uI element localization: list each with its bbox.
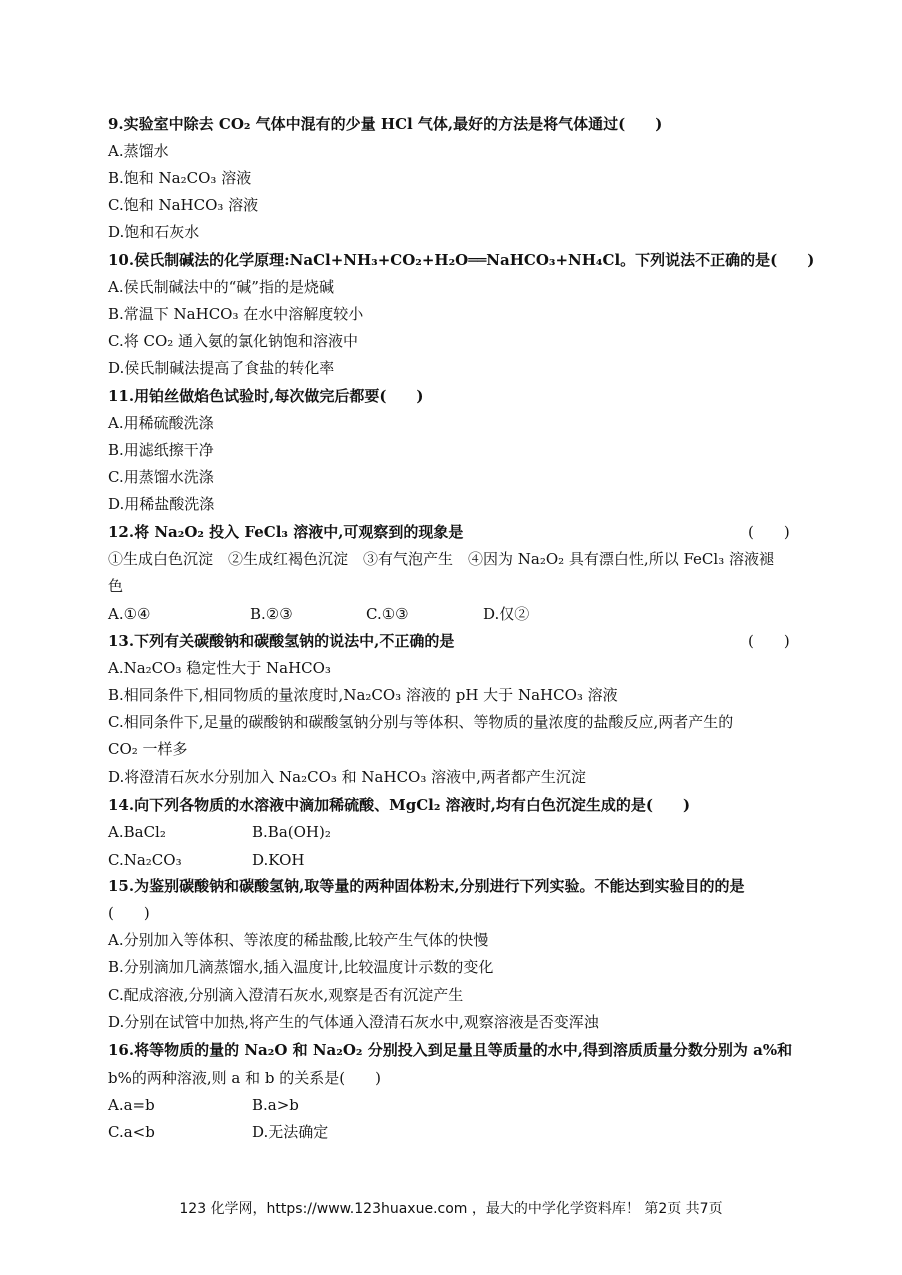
q12-option-b: B.②③ — [250, 605, 293, 623]
q15-answer-paren: ( ) — [108, 904, 150, 922]
q10-option-d: D.侯氏制碱法提高了食盐的转化率 — [108, 359, 335, 377]
q11-option-b: B.用滤纸擦干净 — [108, 441, 214, 459]
q13-option-b: B.相同条件下,相同物质的量浓度时,Na₂CO₃ 溶液的 pH 大于 NaHCO₃ 溶液 — [108, 686, 618, 704]
q15-stem: 15.为鉴别碳酸钠和碳酸氢钠,取等量的两种固体粉末,分别进行下列实验。不能达到实验目的的是 — [108, 877, 745, 895]
q14-option-b: B.Ba(OH)₂ — [252, 823, 331, 841]
q13-answer-paren: ( ) — [748, 632, 790, 650]
q16-option-c: C.a<b — [108, 1123, 155, 1141]
q14-stem: 14.向下列各物质的水溶液中滴加稀硫酸、MgCl₂ 溶液时,均有白色沉淀生成的是( ) — [108, 796, 691, 814]
q9-option-a: A.蒸馏水 — [108, 142, 169, 160]
q11-stem: 11.用铂丝做焰色试验时,每次做完后都要( ) — [108, 387, 424, 405]
q16-stem-line1: 16.将等物质的量的 Na₂O 和 Na₂O₂ 分别投入到足量且等质量的水中,得到溶质质量分数分别为 a%和 — [108, 1041, 793, 1059]
q9-stem: 9.实验室中除去 CO₂ 气体中混有的少量 HCl 气体,最好的方法是将气体通过( ) — [108, 115, 663, 133]
q10-option-b: B.常温下 NaHCO₃ 在水中溶解度较小 — [108, 305, 364, 323]
q12-stem: 12.将 Na₂O₂ 投入 FeCl₃ 溶液中,可观察到的现象是 — [108, 523, 464, 541]
q10-stem: 10.侯氏制碱法的化学原理:NaCl+NH₃+CO₂+H₂O══NaHCO₃+NH₄Cl。下列说法不正确的是( ) — [108, 251, 815, 269]
q12-answer-paren: ( ) — [748, 523, 790, 541]
q12-option-d: D.仅② — [483, 605, 530, 623]
q10-option-a: A.侯氏制碱法中的“碱”指的是烧碱 — [108, 278, 334, 296]
q13-option-c-line1: C.相同条件下,足量的碳酸钠和碳酸氢钠分别与等体积、等物质的量浓度的盐酸反应,两者产生的 — [108, 713, 734, 731]
q16-option-d: D.无法确定 — [252, 1123, 329, 1141]
q12-option-a: A.①④ — [108, 605, 151, 623]
q10-option-c: C.将 CO₂ 通入氨的氯化钠饱和溶液中 — [108, 332, 359, 350]
q15-option-a: A.分别加入等体积、等浓度的稀盐酸,比较产生气体的快慢 — [108, 931, 489, 949]
q14-option-c: C.Na₂CO₃ — [108, 851, 182, 869]
q11-option-d: D.用稀盐酸洗涤 — [108, 495, 215, 513]
q12-items-line1: ①生成白色沉淀 ②生成红褐色沉淀 ③有气泡产生 ④因为 Na₂O₂ 具有漂白性,所以 FeCl₃ 溶液褪 — [108, 550, 774, 568]
q15-option-d: D.分别在试管中加热,将产生的气体通入澄清石灰水中,观察溶液是否变浑浊 — [108, 1013, 599, 1031]
q12-items-line2: 色 — [108, 577, 124, 595]
q16-option-a: A.a=b — [108, 1096, 155, 1114]
q11-option-a: A.用稀硫酸洗涤 — [108, 414, 214, 432]
q13-option-a: A.Na₂CO₃ 稳定性大于 NaHCO₃ — [108, 659, 331, 677]
q13-option-d: D.将澄清石灰水分别加入 Na₂CO₃ 和 NaHCO₃ 溶液中,两者都产生沉淀 — [108, 768, 586, 786]
q12-option-c: C.①③ — [366, 605, 409, 623]
q9-option-b: B.饱和 Na₂CO₃ 溶液 — [108, 169, 252, 187]
q11-option-c: C.用蒸馏水洗涤 — [108, 468, 214, 486]
q14-option-d: D.KOH — [252, 851, 305, 869]
q14-option-a: A.BaCl₂ — [108, 823, 166, 841]
q13-stem: 13.下列有关碳酸钠和碳酸氢钠的说法中,不正确的是 — [108, 632, 455, 650]
q15-option-c: C.配成溶液,分别滴入澄清石灰水,观察是否有沉淀产生 — [108, 986, 464, 1004]
q16-stem-line2: b%的两种溶液,则 a 和 b 的关系是( ) — [108, 1069, 381, 1087]
q16-option-b: B.a>b — [252, 1096, 299, 1114]
q9-option-c: C.饱和 NaHCO₃ 溶液 — [108, 196, 259, 214]
q9-option-d: D.饱和石灰水 — [108, 223, 200, 241]
q15-option-b: B.分别滴加几滴蒸馏水,插入温度计,比较温度计示数的变化 — [108, 958, 494, 976]
page-footer: 123 化学网，https://www.123huaxue.com ，最大的中学化学资料库！ 第2页 共7页 — [179, 1201, 723, 1217]
q13-option-c-line2: CO₂ 一样多 — [108, 740, 188, 758]
